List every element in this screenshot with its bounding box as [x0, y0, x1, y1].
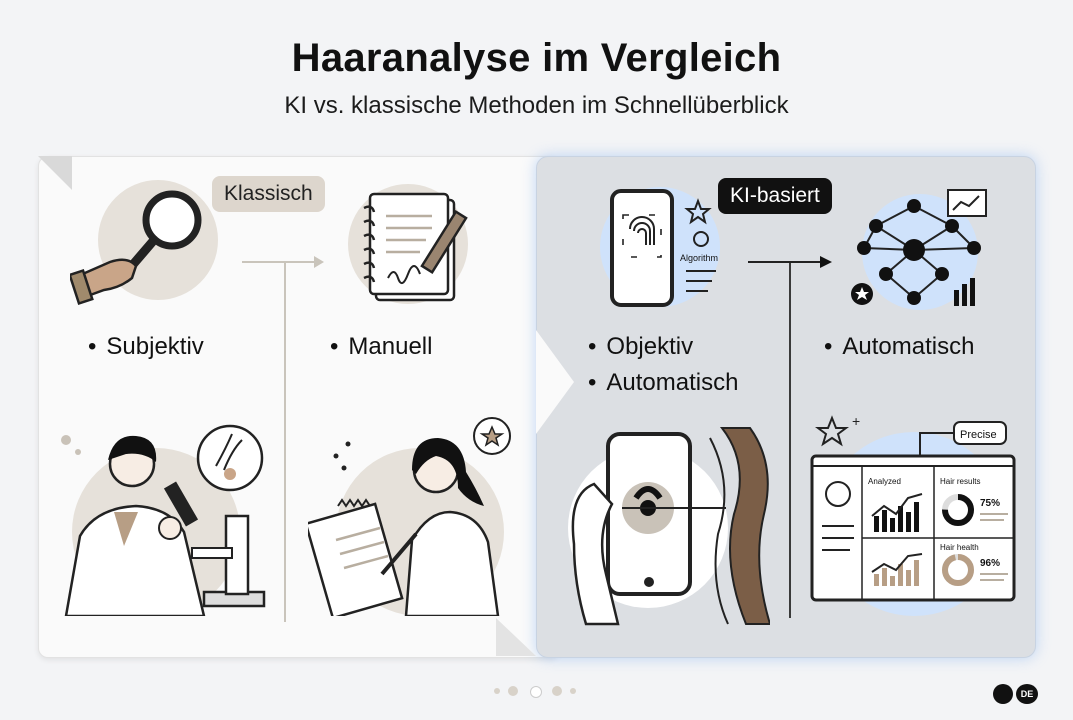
phone-algorithm-icon — [598, 185, 728, 313]
page-title: Haaranalyse im Vergleich — [291, 36, 782, 80]
page-fold-corner — [38, 156, 72, 190]
precise-label: Precise — [960, 429, 997, 441]
panel-transition-arrow — [536, 330, 574, 434]
phone-hair-scan-illustration — [566, 424, 770, 634]
analyzed-label: Analyzed — [868, 477, 901, 486]
hair-health-value: 96% — [980, 558, 1001, 569]
page-dot[interactable] — [508, 686, 518, 696]
magnifier-icon — [70, 180, 230, 310]
algorithm-label: Algorithm — [680, 253, 719, 263]
page-dot[interactable] — [494, 688, 500, 694]
notebook-pen-icon — [342, 182, 482, 308]
ai-flow-line — [748, 261, 820, 263]
ai-divider — [789, 262, 791, 618]
classic-flow-arrow — [314, 256, 324, 268]
classic-tag: Klassisch — [212, 176, 325, 212]
bullet-objektiv: • Objektiv — [588, 333, 693, 361]
researcher-writing-illustration — [308, 416, 518, 616]
theme-toggle-icon[interactable] — [993, 684, 1013, 704]
page-fold-corner-bottom — [496, 618, 536, 656]
hair-results-label: Hair results — [940, 477, 981, 486]
page-dot[interactable] — [552, 686, 562, 696]
bullet-automatisch-2: • Automatisch — [824, 333, 974, 361]
page-subtitle: KI vs. klassische Methoden im Schnellüberblick — [284, 92, 789, 119]
hair-results-value: 75% — [980, 498, 1001, 509]
analysis-dashboard-illustration — [808, 414, 1020, 624]
ai-flow-arrow — [820, 256, 832, 268]
hair-health-label: Hair health — [940, 543, 979, 552]
bullet-automatisch-1: • Automatisch — [588, 369, 738, 397]
scientist-microscope-illustration — [56, 416, 266, 616]
language-badge[interactable]: DE — [1016, 684, 1038, 704]
svg-text:+: + — [852, 414, 861, 429]
classic-divider — [284, 262, 286, 622]
neural-network-icon — [846, 186, 996, 312]
page-dot[interactable] — [570, 688, 576, 694]
hair-logo-icon — [530, 686, 542, 698]
classic-flow-line — [242, 261, 314, 263]
ai-tag: KI-basiert — [718, 178, 832, 214]
bullet-manuell: • Manuell — [330, 333, 432, 361]
bullet-subjektiv: • Subjektiv — [88, 333, 204, 361]
